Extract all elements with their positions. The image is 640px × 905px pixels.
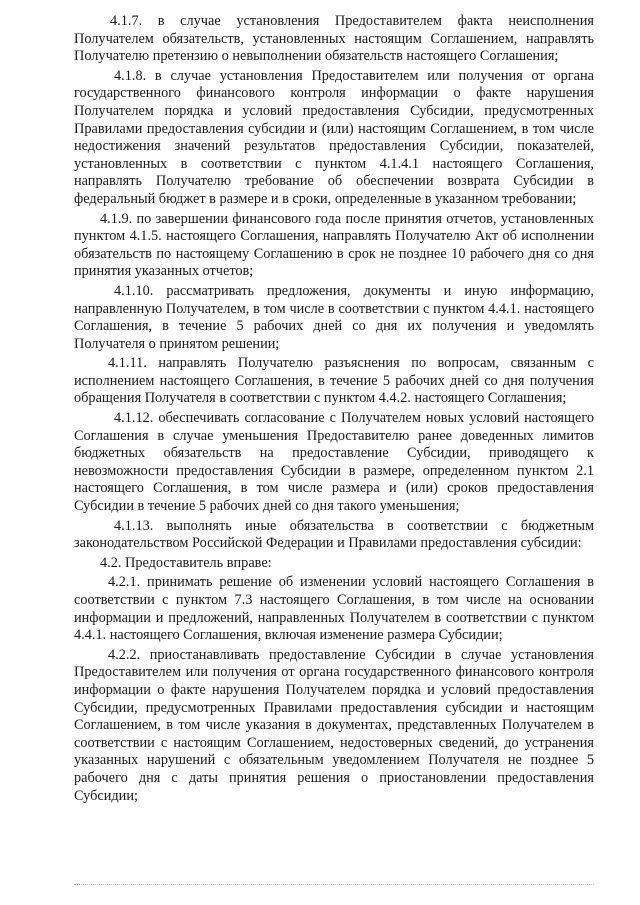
paragraph-4-1-12: 4.1.12. обеспечивать согласование с Получателем новых условий настоящего Соглашения в случае уменьшения Предоставителю ранее доведенных лимитов бюджетных обязательств на предоставление Субсидии, приводящего к невозможности предоставления Субсидии в размере, определенном пунктом 2.1 настоящего Соглашения, в том числе размера и (или) сроков предоставления Субсидии в течение 5 рабочих дней со дня такого уменьшения; <box>74 410 594 515</box>
paragraph-4-2: 4.2. Предоставитель вправе: <box>100 554 272 571</box>
paragraph-4-1-7: 4.1.7. в случае установления Предоставителем факта неисполнения Получателем обязательств, установленных настоящим Соглашением, направлять Получателю претензию о невыполнении обязательств настоящего Соглашения; <box>74 13 594 65</box>
page-bottom-rule <box>74 884 594 885</box>
paragraph-4-2-1: 4.2.1. принимать решение об изменении условий настоящего Соглашения в соответствии с пунктом 7.3 настоящего Соглашения, в том числе на основании информации и предложений, направленных Получателем в соответствии с пунктом 4.4.1. настоящего Соглашения, включая изменение размера Субсидии; <box>74 574 594 644</box>
paragraph-4-1-11: 4.1.11. направлять Получателю разъяснения по вопросам, связанным с исполнением настоящего Соглашения, в течение 5 рабочих дней со дня получения обращения Получателя в соответствии с пунктом 4.4.2. настоящего Соглашения; <box>74 355 594 407</box>
paragraph-4-1-10: 4.1.10. рассматривать предложения, документы и иную информацию, направленную Получателем, в том числе в соответствии с пунктом 4.4.1. настоящего Соглашения, в течение 5 рабочих дней со дня их получения и уведомлять Получателя о принятом решении; <box>74 282 594 352</box>
paragraph-4-2-2: 4.2.2. приостанавливать предоставление Субсидии в случае установления Предоставителем или получения от органа государственного финансового контроля информации о факте нарушения Получателем порядка и условий предоставления Субсидии, предусмотренных Правилами предоставления субсидии и настоящим Соглашением, в том числе указания в документах, представленных Получателем в соответствии с настоящим Соглашением, недостоверных сведений, до устранения указанных нарушений с обязательным уведомлением Получателя не позднее 5 рабочего дня с даты принятия решения о приостановлении предоставления Субсидии; <box>74 646 594 804</box>
paragraph-4-1-13: 4.1.13. выполнять иные обязательства в соответствии с бюджетным законодательством Российской Федерации и Правилами предоставления субсидии: <box>74 517 594 552</box>
document-page <box>74 13 594 807</box>
paragraph-4-1-8: 4.1.8. в случае установления Предоставителем или получения от органа государственного финансового контроля информации о факте нарушения Получателем порядка и условий предоставления Субсидии, предусмотренных Правилами предоставления субсидии и (или) настоящим Соглашением, в том числе недостижения значений результатов предоставления Субсидии, показателей, установленных в соответствии с пунктом 4.1.4.1 настоящего Соглашения, направлять Получателю требование об обеспечении возврата Субсидии в федеральный бюджет в размере и в сроки, определенные в указанном требовании; <box>74 67 594 207</box>
paragraph-4-1-9: 4.1.9. по завершении финансового года после принятия отчетов, установленных пунктом 4.1.5. настоящего Соглашения, направлять Получателю Акт об исполнении обязательств по настоящему Соглашению в срок не позднее 10 рабочего дня со дня принятия указанных отчетов; <box>74 210 594 280</box>
